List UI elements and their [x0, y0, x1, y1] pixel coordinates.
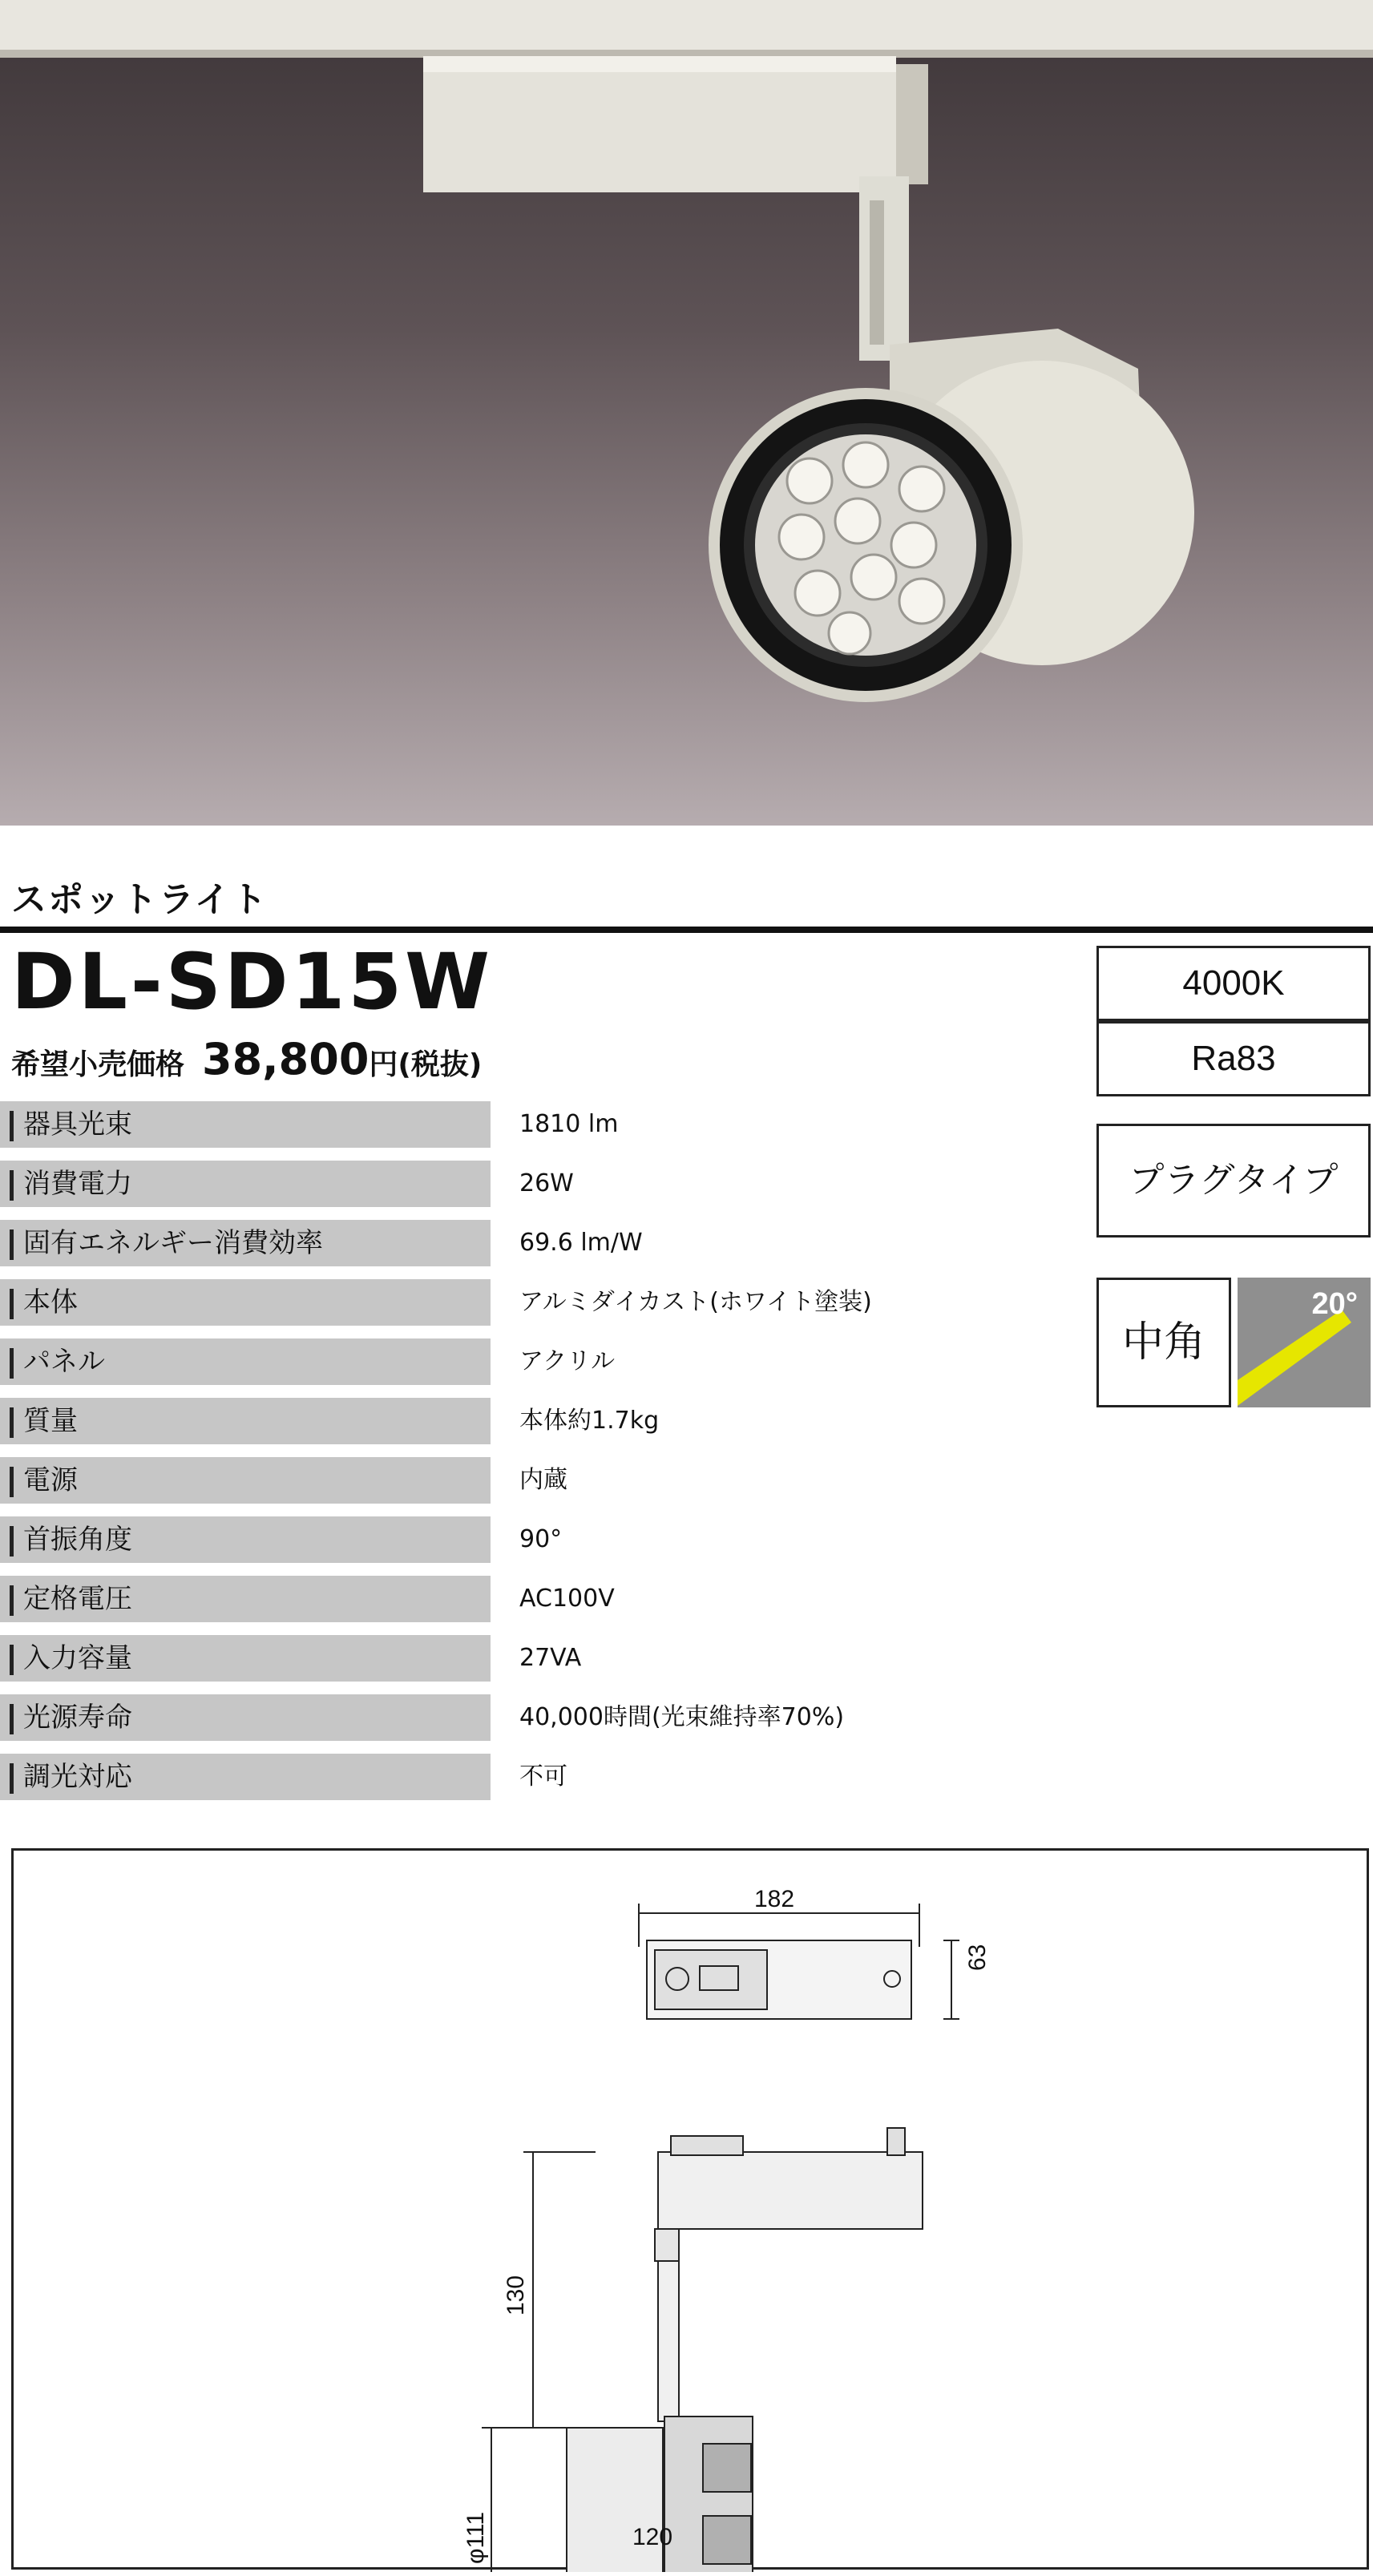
spec-key: 首振角度 [0, 1516, 491, 1563]
spec-row [0, 1338, 930, 1385]
spec-value: AC100V [519, 1585, 615, 1613]
spec-key: 消費電力 [0, 1161, 491, 1207]
price-value: 38,800 [202, 1034, 369, 1084]
spec-value: 40,000時間(光束維持率70%) [519, 1703, 845, 1731]
category-divider [0, 927, 1373, 933]
spec-key: 質量 [0, 1398, 491, 1444]
dim-diameter: φ111 [462, 2511, 489, 2564]
product-category: スポットライト [11, 879, 269, 920]
spec-value: 内蔵 [519, 1466, 567, 1494]
spec-key: 電源 [0, 1457, 491, 1504]
spec-key: 固有エネルギー消費効率 [0, 1220, 491, 1266]
beam-angle-icon [1238, 1278, 1371, 1407]
mount-type-badge: プラグタイプ [1096, 1124, 1371, 1238]
dimension-drawing [11, 1848, 1369, 2570]
spec-value: 不可 [519, 1762, 567, 1791]
spec-row [0, 1220, 930, 1266]
spec-key: 器具光束 [0, 1101, 491, 1148]
spec-key: 調光対応 [0, 1754, 491, 1800]
spec-key: 光源寿命 [0, 1694, 491, 1741]
spec-row [0, 1101, 930, 1148]
color-temp-badge: 4000K [1096, 946, 1371, 1021]
spec-value: 90° [519, 1525, 563, 1553]
spec-key: パネル [0, 1338, 491, 1385]
spec-value: アルミダイカスト(ホワイト塗装) [519, 1288, 872, 1316]
beam-label-badge: 中角 [1096, 1278, 1231, 1407]
spec-value: 27VA [519, 1644, 582, 1672]
dim-width-top: 182 [754, 1886, 795, 1912]
dim-height-top: 63 [964, 1944, 991, 1971]
beam-angle-label: 20° [1311, 1287, 1358, 1321]
spec-row [0, 1279, 930, 1326]
spec-key: 入力容量 [0, 1635, 491, 1682]
product-photo [0, 0, 1373, 826]
spec-row [0, 1516, 930, 1563]
spec-row [0, 1161, 930, 1207]
spec-value: 1810 lm [519, 1110, 619, 1138]
price-label: 希望小売価格 [11, 1048, 185, 1081]
dim-height-arm: 130 [503, 2275, 529, 2316]
dim-width-bottom: 120 [632, 2524, 673, 2550]
spec-row [0, 1576, 930, 1622]
spec-key: 本体 [0, 1279, 491, 1326]
spec-row [0, 1457, 930, 1504]
spec-row [0, 1635, 930, 1682]
spec-row [0, 1754, 930, 1800]
price-line [11, 1034, 482, 1084]
spec-value: 69.6 lm/W [519, 1229, 643, 1257]
cri-badge: Ra83 [1096, 1021, 1371, 1096]
spec-value: アクリル [519, 1347, 616, 1375]
model-number: DL-SD15W [11, 937, 494, 1027]
spec-row [0, 1398, 930, 1444]
spec-value: 本体約1.7kg [519, 1407, 660, 1435]
spec-row [0, 1694, 930, 1741]
spec-key: 定格電圧 [0, 1576, 491, 1622]
spec-value: 26W [519, 1169, 574, 1197]
price-unit: 円(税抜) [369, 1048, 483, 1081]
